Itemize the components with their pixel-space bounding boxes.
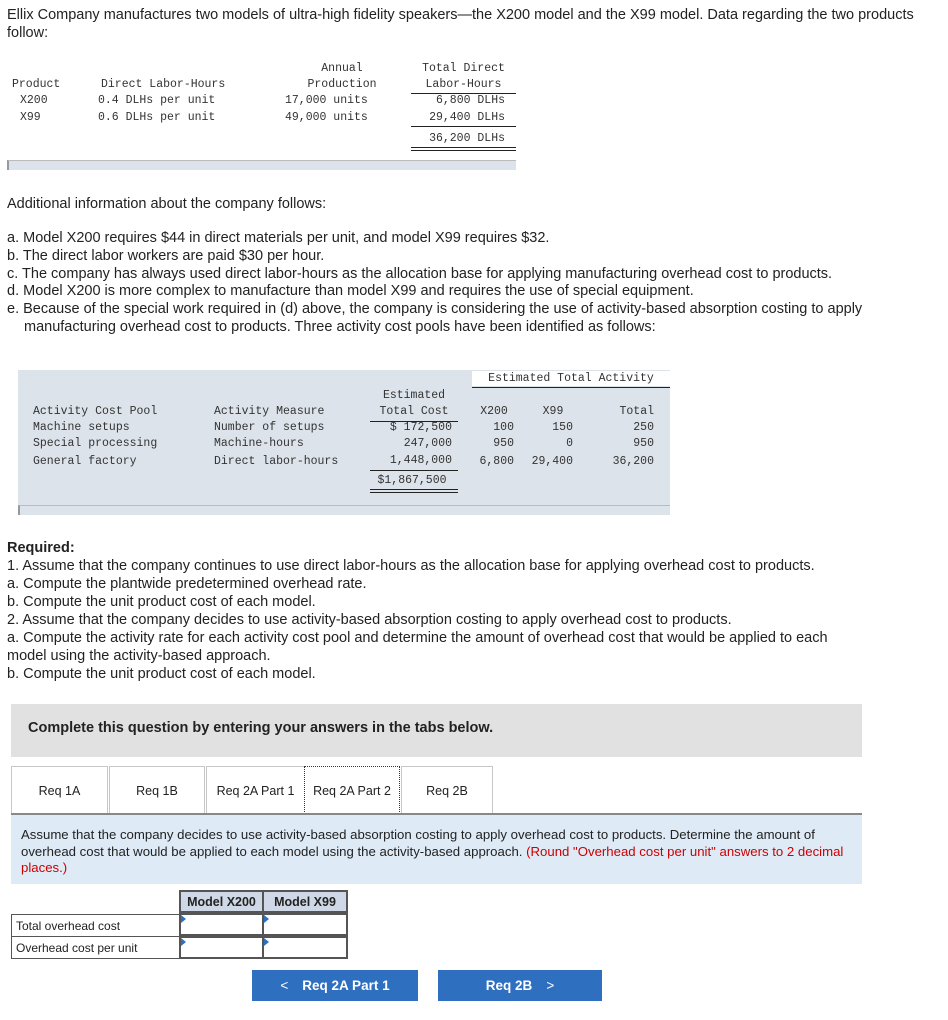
x99-row-2: 0 [566, 437, 573, 450]
total-overhead-x99-field[interactable] [264, 915, 346, 934]
header-product: Product [12, 78, 61, 91]
instructions-note: (Round "Overhead cost per unit" answers to 2 decimal places.) [21, 843, 844, 875]
info-e: e. Because of the special work required in (d) above, the company is considering the use of activity-based absorption costing to apply [7, 301, 863, 318]
activity-cost-pool-table [18, 370, 670, 515]
header-estimated-total-activity: Estimated Total Activity [472, 371, 670, 386]
input-marker-icon [264, 938, 269, 946]
x200-row-3: 6,800 [479, 455, 514, 468]
input-marker-icon [181, 915, 186, 923]
next-button-label: Req 2B [485, 978, 533, 993]
additional-heading: Additional information about the company follows: [7, 196, 327, 212]
answer-row-total-overhead: Total overhead cost [11, 914, 180, 937]
header-pool: Activity Cost Pool [33, 405, 158, 418]
header-estimated-1: Estimated [382, 389, 446, 402]
header-dlh: Direct Labor-Hours [101, 78, 226, 91]
total-row-2: 950 [633, 437, 654, 450]
tab-req-2a-part-1[interactable]: Req 2A Part 1 [206, 766, 305, 814]
tab-req-1b[interactable]: Req 1B [109, 766, 205, 814]
instruction-panel [11, 704, 862, 757]
tab-req-1a[interactable]: Req 1A [11, 766, 108, 814]
info-a: a. Model X200 requires $44 in direct materials per unit, and model X99 requires $32. [7, 230, 550, 246]
panel-text: Complete this question by entering your answers in the tabs below. [28, 720, 494, 736]
required-2a-continued: model using the activity-based approach. [7, 648, 271, 664]
row-x200-dlh: 0.4 DLHs per unit [98, 94, 216, 107]
row-x200-product: X200 [20, 94, 48, 107]
tab-req-2a-part-2[interactable]: Req 2A Part 2 [304, 766, 400, 814]
header-total-2: Labor-Hours [425, 78, 502, 91]
measure-row-2: Machine-hours [214, 437, 304, 450]
chevron-right-icon: > [546, 978, 555, 993]
cost-total: $1,867,500 [377, 474, 447, 487]
chevron-left-icon: < [280, 978, 289, 993]
grand-total-dlh: 36,200 DLHs [429, 132, 505, 145]
row-x99-dlh: 0.6 DLHs per unit [98, 111, 216, 124]
overhead-per-unit-x200-field[interactable] [181, 938, 262, 957]
answer-col-model-x99: Model X99 [262, 890, 348, 913]
tab-req-2b[interactable]: Req 2B [401, 766, 493, 814]
info-e-continued: manufacturing overhead cost to products. Three activity cost pools have been identified as follows: [24, 318, 656, 335]
tab-instructions [11, 815, 862, 884]
required-2: 2. Assume that the company decides to use activity-based absorption costing to apply overhead cost to products. [7, 612, 732, 628]
header-x99: X99 [542, 405, 564, 418]
header-estimated-2: Total Cost [379, 405, 449, 418]
x200-row-2: 950 [493, 437, 514, 450]
table-divider [7, 160, 516, 170]
required-2b: b. Compute the unit product cost of each model. [7, 666, 316, 682]
cost-row-2: 247,000 [403, 437, 452, 450]
overhead-per-unit-x99-input[interactable] [262, 936, 348, 959]
total-row-3: 36,200 [612, 455, 654, 468]
pool-row-2: Special processing [33, 437, 158, 450]
header-annual-2: Production [307, 78, 377, 91]
overhead-per-unit-x99-field[interactable] [264, 938, 346, 957]
total-overhead-x200-field[interactable] [181, 915, 262, 934]
next-req-2b-button[interactable] [438, 970, 602, 1001]
prev-button-label: Req 2A Part 1 [302, 978, 390, 993]
required-1a: a. Compute the plantwide predetermined overhead rate. [7, 576, 367, 592]
measure-row-3: Direct labor-hours [214, 455, 339, 468]
answer-row-overhead-per-unit: Overhead cost per unit [11, 936, 180, 959]
required-1: 1. Assume that the company continues to use direct labor-hours as the allocation base for applying overhead cost to products. [7, 558, 815, 574]
header-annual-1: Annual [321, 62, 363, 75]
pool-row-3: General factory [33, 455, 137, 468]
required-1b: b. Compute the unit product cost of each model. [7, 594, 316, 610]
total-overhead-x99-input[interactable] [262, 913, 348, 936]
cost-row-3: 1,448,000 [389, 454, 452, 467]
header-total-1: Total Direct [422, 62, 505, 75]
measure-row-1: Number of setups [214, 421, 325, 434]
info-c: c. The company has always used direct labor-hours as the allocation base for applying manufacturing overhead cost to products. [7, 265, 833, 282]
prev-req-2a-part-1-button[interactable] [252, 970, 418, 1001]
total-overhead-x200-input[interactable] [179, 913, 264, 936]
intro-text: Ellix Company manufactures two models of ultra-high fidelity speakers—the X200 model and the X99 model. Data regarding the two products follow: [7, 7, 914, 41]
required-heading: Required: [7, 540, 75, 556]
overhead-per-unit-x200-input[interactable] [179, 936, 264, 959]
info-d: d. Model X200 is more complex to manufacture than model X99 and requires the use of special equipment. [7, 283, 694, 300]
header-measure: Activity Measure [214, 405, 325, 418]
required-2a: a. Compute the activity rate for each activity cost pool and determine the amount of overhead cost that would be applied to each [7, 630, 828, 646]
row-x200-annual: 17,000 units [285, 94, 368, 107]
answer-col-model-x200: Model X200 [179, 890, 264, 913]
header-x200: X200 [480, 405, 508, 418]
x99-row-3: 29,400 [531, 455, 573, 468]
instructions-main: Assume that the company decides to use activity-based absorption costing to apply overhead cost to products. Determine the amount of overhead cost that would be applied to each model using the activity-based approach. [21, 827, 815, 859]
required-section [7, 539, 942, 683]
cost-row-1: $ 172,500 [389, 421, 452, 434]
x200-row-1: 100 [493, 421, 514, 434]
row-x99-annual: 49,000 units [285, 111, 368, 124]
row-x99-total: 29,400 DLHs [429, 111, 505, 124]
header-total: Total [619, 405, 654, 418]
total-row-1: 250 [633, 421, 654, 434]
row-x99-product: X99 [20, 111, 41, 124]
input-marker-icon [264, 915, 269, 923]
pool-row-1: Machine setups [33, 421, 130, 434]
row-x200-total: 6,800 DLHs [435, 94, 505, 107]
product-data-table [7, 58, 516, 170]
info-b: b. The direct labor workers are paid $30 per hour. [7, 247, 325, 264]
input-marker-icon [181, 938, 186, 946]
additional-list [7, 230, 942, 337]
x99-row-1: 150 [552, 421, 573, 434]
